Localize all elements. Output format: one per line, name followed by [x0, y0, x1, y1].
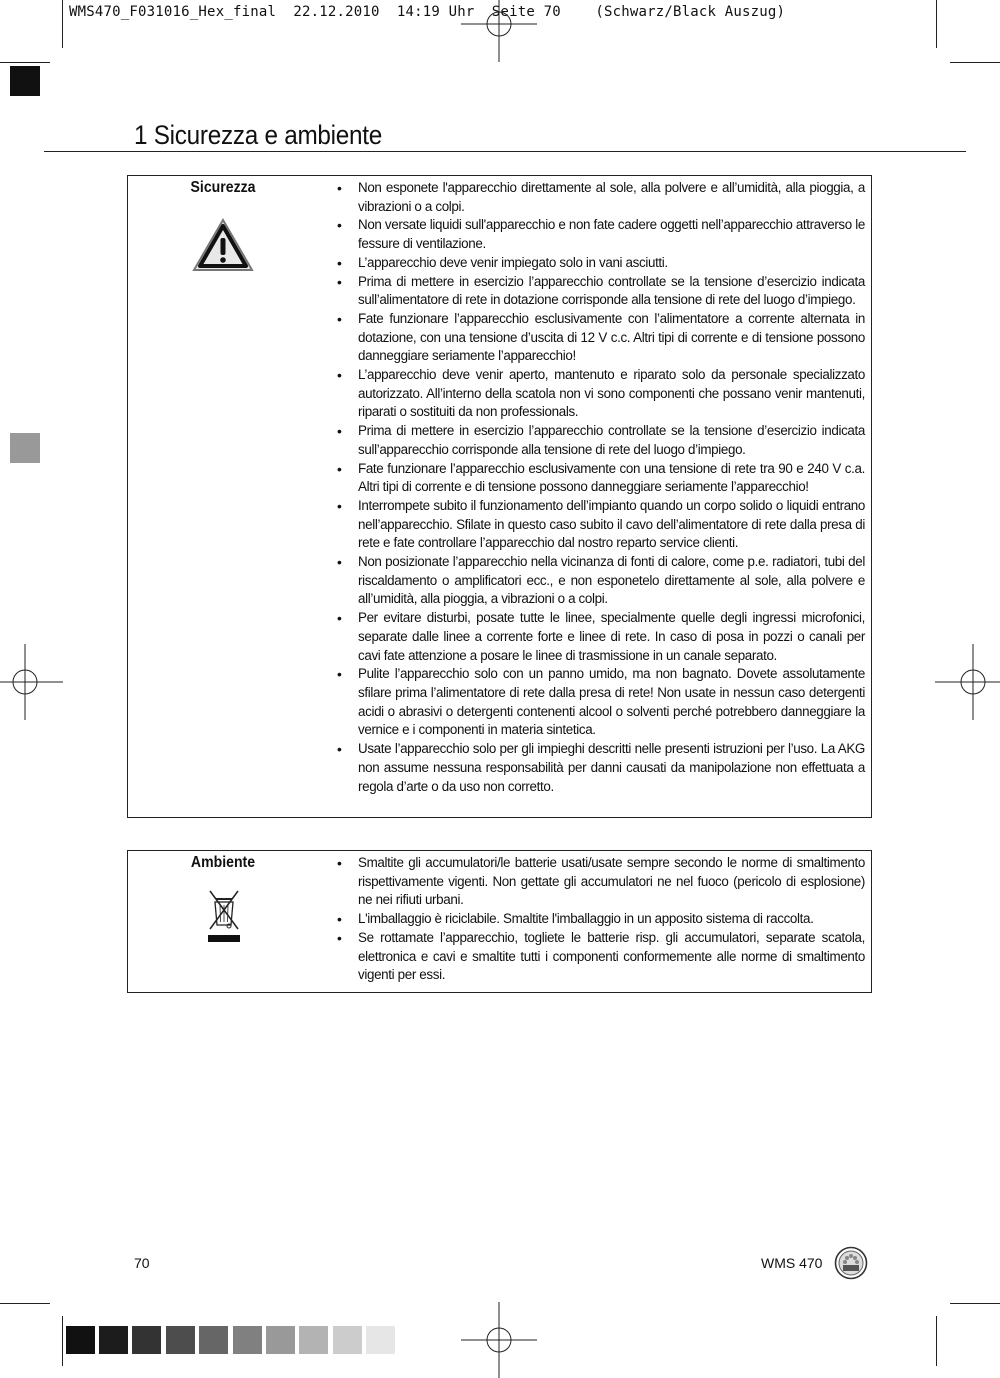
page-number: 70 — [134, 1255, 150, 1271]
color-swatch — [66, 1326, 95, 1354]
environment-list — [337, 854, 865, 985]
list-item: • Pulite l’apparecchio solo con un panno umido, ma non bagnato. Dovete assolutamente sfilare prima l’alimentatore di rete dalla presa di rete! Non usate in nessun caso detergenti acidi o abrasivi o detergenti contenenti alcool o solventi perché potrebbero danneggiare la vernice e i componenti in materia sintetica. — [337, 665, 865, 740]
akg-logo-icon — [834, 1246, 868, 1280]
list-item: • Non esponete l'apparecchio direttamente al sole, alla polvere e all’umidità, alla pioggia, a vibrazioni o a colpi. — [337, 179, 865, 216]
crop-mark — [936, 1316, 937, 1366]
crop-mark — [950, 62, 1000, 63]
model-name: WMS 470 — [761, 1255, 823, 1271]
list-item: • Fate funzionare l’apparecchio esclusivamente con una tensione di rete tra 90 e 240 V c.a. Altri tipi di corrente e di tensione possono danneggiare seriamente l’apparecchio! — [337, 460, 865, 497]
safety-list — [337, 179, 865, 796]
list-item: • Per evitare disturbi, posate tutte le linee, specialmente quelle degli ingressi microfonici, separate dalle linee a corrente forte e linee di rete. In caso di posa in pozzi o canali per cavi fate attenzione a posare le linee di trasmissione in un canale separato. — [337, 609, 865, 665]
crop-mark — [62, 1316, 63, 1366]
title-rule — [44, 151, 966, 152]
registration-mark-icon — [461, 1302, 537, 1378]
crossed-out-bin-icon — [204, 889, 244, 947]
color-swatch — [299, 1326, 328, 1354]
print-slug: WMS470_F031016_Hex_final 22.12.2010 14:19 Uhr Seite 70 (Schwarz/Black Auszug) — [69, 4, 786, 20]
section-label: Sicurezza — [190, 179, 256, 196]
registration-mark-icon — [0, 644, 63, 720]
environment-section — [127, 850, 872, 993]
color-swatch — [199, 1326, 228, 1354]
list-item: • Fate funzionare l’apparecchio esclusivamente con l’alimentatore a corrente alternata in dotazione, con una tensione d’uscita di 12 V c.c. Altri tipi di corrente e di tensione possono danneggiare seriamente l’apparecchio! — [337, 310, 865, 366]
warning-triangle-icon — [192, 218, 254, 272]
list-item: • Non versate liquidi sull'apparecchio e non fate cadere oggetti nell’apparecchio attraverso le fessure di ventilazione. — [337, 216, 865, 253]
list-item: • Prima di mettere in esercizio l’apparecchio controllate se la tensione d’esercizio indicata sull’apparecchio corrisponde alla tensione di rete del luogo d’impiego. — [337, 422, 865, 459]
list-item: • L’apparecchio deve venir impiegato solo in vani asciutti. — [337, 254, 865, 273]
list-item: • Non posizionate l’apparecchio nella vicinanza di fonti di calore, come p.e. radiatori, tubi del riscaldamento o amplificatori ecc., e non esponetelo direttamente al sole, alla polvere e all’umidità, alla pioggia, a vibrazioni o a colpi. — [337, 553, 865, 609]
list-item: • L’apparecchio deve venir aperto, mantenuto e riparato solo da personale specializzato autorizzato. All’interno della scatola non vi sono componenti che possano venir mantenuti, riparati o sostituiti da non professionals. — [337, 366, 865, 422]
color-swatch — [366, 1326, 395, 1354]
color-swatch — [266, 1326, 295, 1354]
crop-mark — [0, 62, 50, 63]
color-swatch — [333, 1326, 362, 1354]
crop-mark — [936, 0, 937, 48]
list-item: • Se rottamate l’apparecchio, togliete le batterie risp. gli accumulatori, separate scatola, elettronica e cavi e smaltite tutti i componenti conformemente alle norme di smaltimento vigenti per essi. — [337, 929, 865, 985]
page-title: 1 Sicurezza e ambiente — [134, 120, 383, 150]
color-swatch — [99, 1326, 128, 1354]
color-swatch — [132, 1326, 161, 1354]
crop-mark — [0, 1303, 50, 1304]
list-item: • Usate l’apparecchio solo per gli impieghi descritti nelle presenti istruzioni per l’uso. La AKG non assume nessuna responsabilità per danni causati da manipolazione non effettuata a regola d’arte o da uso non corretto. — [337, 740, 865, 796]
list-item: • Smaltite gli accumulatori/le batterie usati/usate sempre secondo le norme di smaltimento rispettivamente vigenti. Non gettate gli accumulatori ne nel fuoco (pericolo di esplosione) ne nei rifiuti urbani. — [337, 854, 865, 910]
color-swatch — [166, 1326, 195, 1354]
safety-section — [127, 175, 872, 818]
crop-mark — [950, 1303, 1000, 1304]
crop-mark — [62, 0, 63, 48]
list-item: • Interrompete subito il funzionamento dell’impianto quando un corpo solido o liquidi entrano nell’apparecchio. Sfilate in questo caso subito il cavo dell’alimentatore di rete dalla presa di rete e fate controllare l’apparecchio dal nostro reparto service clienti. — [337, 497, 865, 553]
color-swatch — [233, 1326, 262, 1354]
registration-mark-icon — [461, 0, 537, 62]
section-label: Ambiente — [190, 854, 256, 871]
list-item: • Prima di mettere in esercizio l’apparecchio controllate se la tensione d’esercizio indicata sull’alimentatore di rete in dotazione corrisponde alla tensione di rete del luogo d’impiego. — [337, 273, 865, 310]
registration-mark-icon — [935, 644, 1000, 720]
list-item: • L'imballaggio è riciclabile. Smaltite l'imballaggio in un apposito sistema di raccolta. — [337, 910, 865, 929]
side-marker-black — [10, 66, 40, 96]
side-marker-grey — [10, 433, 40, 463]
